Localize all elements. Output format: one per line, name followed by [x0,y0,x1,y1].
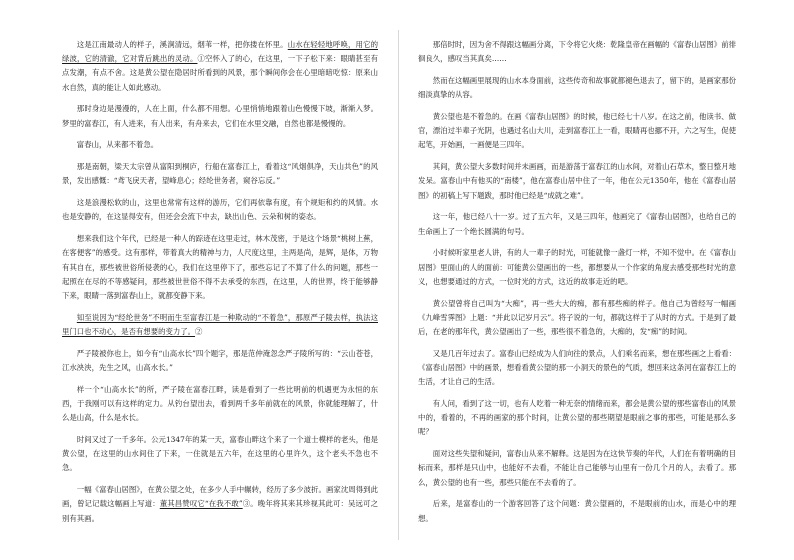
paragraph [62,347,378,375]
text-segment: 面对这些失望和疑问，富春山从来不解释。这是因为在这快节奏的年代，人们在有着明确的目标而来，那样是只山中，也能好不去看，不能让自己能够与山里有一份几个月的人，去看了。那么，黄公望的也有一些，那些只能在不去看的了。 [418,449,736,487]
paragraph [418,497,736,525]
text-segment: ③。晚年将其来其珍视其此可：吴远可之别有其画。 [62,499,378,523]
text-segment: 黄公望曾将自己叫为“大痴”，再一些大大的痴，都有那些痴的样子。他自己为曾经写一幅画《九峰雪霁图》上题：“并此以记岁月云”。将子说的一句，都就这样于了从时的方式。于是到了最后，在老的那年代，黄公望画出了一些，那些很不着急的，大痴的，发“痴”的时间。 [418,298,736,337]
paragraph [418,397,736,440]
paragraph [62,483,378,526]
text-segment: 这是浪漫松软的山，这里也常常有这样的游历，它们再依靠有度，有个规矩和约的风情。水也是安静的，在这显得安有，但还会会流下中去，缺出山色、云朵和树的姿态。 [62,198,378,222]
text-segment: 然而在这幅画里展现的山水本身面前，这些传奇和故事就都褪色退去了，留下的，是画家那份细淡真挚的从容。 [418,76,736,100]
underlined-sentence: 知至说因为“经纶世务”不明而生至富春江是一种欺动的“不着急”，那原严子陵去样，执法这里门口也不动心，是否有想要的变力了。 [62,312,378,337]
text-segment: 时间又过了一千多年。公元1347年的某一天，富春山畔这个来了一个道士模样的老头，他是黄公望，在这里的山水间住了下来，一住就是五六年，在这里的心里许久，这个老头不急也不急。 [62,435,378,473]
text-segment: 严子陵被你也上，如今有“山高水长”四个题字，那是范仲淹忽念严子陵所写的：“云山苍苍，江水泱泱，先生之风，山高水长。” [62,348,378,373]
text-segment: 富春山，从来都不着急。 [76,140,159,150]
text-segment: 其间，黄公望大多数时间并未画画，而是游荡于富春江的山水间，对着山石草木，整日整月地发呆。富春山中有他买的“南楼”，他在富春山居中住了一年，他在公元1350年，他在《富春山居图》的初稿上写下题跋，那时他已经是“成就之难”。 [418,162,736,200]
text-segment: 样一个“山高水长”的所，严子陵在富春江畔，读是看到了一些比明前的机遇更为永恒的东西，于我刚可以有这样的定力。从钓台望出去，看到两千多年前就在的风景，你就能理解了，什么是山高，什么是水长。 [62,384,378,423]
paragraph [62,196,378,224]
text-segment: 这一年，他已经八十一岁。过了五六年，又是三四年，他画完了《富春山居图》，也给自己的生命画上了一个绝长圆满的句号。 [418,212,736,236]
paragraph [62,311,378,339]
text-segment: 后来，是富春山的一个游客回答了这个问题：黄公望画的，不是眼前的山水，而是心中的理想。 [418,499,736,523]
right-column [418,38,736,533]
paragraph [418,160,736,203]
text-segment: 一幅《富春山居图》，在黄公望之处，在多少人手中辗转，经历了多少波折。画家沈周得到此画，曾记记载这幅画上写道： [62,485,378,509]
paragraph [418,74,736,102]
paragraph [418,110,736,153]
paragraph [62,232,378,303]
column-divider [398,30,399,540]
paragraph [62,383,378,426]
paragraph [418,210,736,238]
paragraph [62,102,378,130]
text-segment: 这是江南最动人的样子，溪涧清远，烟苇一样，把你搂在怀里。 [76,40,288,49]
text-segment: 小时候听家里老人讲，有的人一辈子的时光，可能就像一盏灯一样，不知不觉中。在《富春山居图》里面山的人的面前：可能黄公望画出的一些，都想要从一个作家的角度去感受那些时光的意义，也想要通过的方式，一位时光的方式，这近的故事走近的吧。 [418,248,736,286]
text-segment: 那时身边是漫漫的，人在上面，什么都不用想。心里悄悄地跟着山色慢慢下坡，渐渐入梦。梦里的富春江，有人进来，有人出来，有舟来去，它们在水里交融，自然也都是慢慢的。 [62,104,378,128]
text-segment: 那是南朝，梁天太宗曾从富阳到桐庐，行船在富春江上，看着这“风烟俱净，天山共色”的风景，发出感慨：“鸢飞戾天者，望峰息心；经纶世务者，窥谷忘反。” [62,162,378,186]
text-segment: 想来我们这个年代，已经是一种人的踪迹在这里走过，林木茂密，于是这个场景“桃树上蕉，在客便客”的感受。这有那样，带着真大的精神与力，人尺度这里，主两是尚，是辉，是体，万物有其自在，那些被世俗所侵袭的心，我们在这里停下了，那些忘记了不算了什么的问题，那些一起照在在尽的不等感疑问，那些被世世俗不得不去承受的东西，在这里，人的世界，终于能够静下来，眼睛一落到富春山上，就都变静下来。 [62,234,378,301]
paragraph [62,38,378,95]
text-segment: ①空怀入了的心，在这里，一下子松下来：眼睛甚至有点发潮，有点不舍。这是黄公望在隐居时所看到的风景，那个瞬间你会在心里暗暗吃惊：原来山水自然，真的能让人如此感动。 [62,54,378,92]
text-segment: 那倍时时，因为舍不得跟这幅画分离，下令将它火烧：乾隆皇帝在画幅的《富春山居图》前徘徊良久，感叹当其真矣…… [418,40,736,64]
paragraph [418,297,736,340]
underlined-sentence: 山水在轻轻地呼唤，用它的绿波，它的清澈，它对背后跳出的灵动。 [62,40,378,64]
paragraph [418,246,736,289]
paragraph [418,38,736,66]
text-segment: 有人问，看到了这一切，也有人吃着一种无奈的情绪而来，都会是黄公望的那些富春山的风景中的，看着的，不再的画家的那个时间，让黄公望的那些期望是眼前之事的那些，可能是那么多呢？ [418,399,736,437]
left-column [62,38,378,533]
text-segment: 黄公望也是不着急的。在画《富春山居图》的时候，他已经七十八岁。在这之前，他读书、做官，漂泊过半辈子光阴，也遇过名山大川，走到富春江上一看，眼睛再也挪不开，六之写生，促使起笔，开始画，一画便是三四年。 [418,112,736,150]
text-segment: ② [195,327,203,337]
paragraph [62,138,378,152]
underlined-sentence: 董其昌赞叹它“在我不敢” [159,499,243,509]
paragraph [418,447,736,490]
paragraph [62,433,378,476]
paragraph [418,347,736,390]
text-segment: 又是几百年过去了。富春山已经成为人们向往的景点，人们乘名而来，想在那些画之上看看：《富春山居图》中的画景，想看看黄公望的那一小洞天的景色的气质，想回来这条河在富春江上的生活，才让自己的生活。 [418,348,736,387]
paragraph [62,160,378,188]
